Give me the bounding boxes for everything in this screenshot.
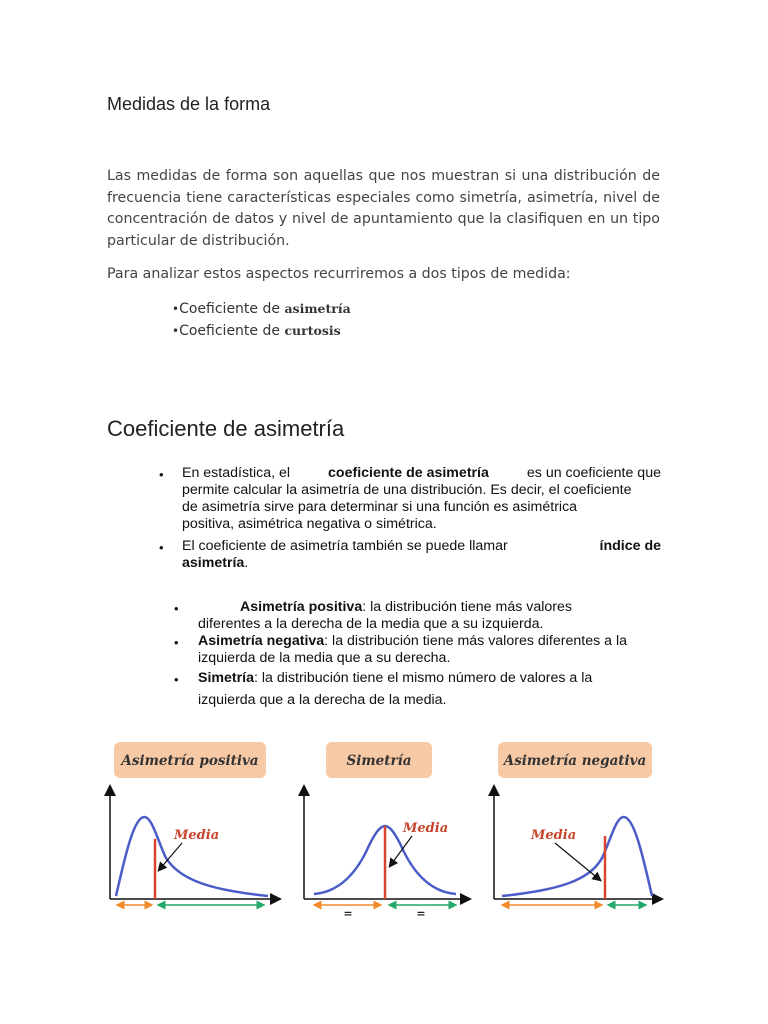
type-item-negativa: Asimetría negativa: la distribución tiene más valores diferentes a la izquierda de la media que a su derecha. (198, 633, 627, 666)
measure-term: asimetría (284, 301, 351, 316)
mean-label: Media (531, 828, 577, 843)
list-item: •Coeficiente de curtosis (172, 323, 341, 339)
intro-paragraph: Las medidas de forma son aquellas que nos muestran si una distribución de frecuencia tiene características especiales como simetría, asimetría, nivel de concentración de datos y nivel de apuntamiento que la clasifiquen en un tipo particular de distribución. (107, 168, 660, 249)
bullet-dot: • (174, 601, 179, 616)
mean-label: Media (174, 828, 220, 843)
analysis-sentence: Para analizar estos aspectos recurriremos a dos tipos de medida: (107, 266, 571, 282)
list-item: •Coeficiente de asimetría (172, 301, 351, 317)
equal-mark: = (416, 907, 426, 920)
bullet-dot: • (159, 540, 164, 555)
panel-label: Asimetría positiva (121, 753, 259, 769)
skewness-figure (100, 732, 668, 932)
measure-term: curtosis (284, 323, 341, 338)
type-item-positiva: Asimetría positiva: la distribución tiene más valores diferentes a la derecha de la media que a su izquierda. (198, 599, 572, 632)
bullet-dot: • (159, 467, 164, 482)
distribution-curve (502, 817, 652, 896)
definition-bullet: En estadística, el coeficiente de asimetría es un coeficiente que permite calcular la asimetría de una distribución. Es decir, el coeficiente de asimetría sirve para determinar si una función es asimétrica positiva, asimétrica negativa o simétrica. (182, 465, 661, 532)
bullet-dot: • (172, 302, 180, 316)
mean-pointer-arrow (555, 843, 600, 880)
page-title: Medidas de la forma (107, 94, 271, 114)
type-item-simetria: Simetría: la distribución tiene el mismo número de valores a la izquierda que a la derecha de la media. (198, 670, 593, 708)
panel-label: Asimetría negativa (503, 753, 647, 769)
panel-negative-skew (494, 742, 658, 905)
bullet-dot: • (172, 324, 180, 338)
bullet-dot: • (174, 672, 179, 687)
panel-positive-skew (110, 742, 276, 905)
mean-label: Media (403, 821, 449, 836)
bullet-dot: • (174, 635, 179, 650)
section-title: Coeficiente de asimetría (107, 416, 345, 441)
definition-bullet: El coeficiente de asimetría también se puede llamar índice de asimetría. (182, 538, 661, 571)
panel-label: Simetría (346, 753, 412, 769)
equal-mark: = (343, 907, 353, 920)
panel-symmetric (304, 742, 466, 920)
